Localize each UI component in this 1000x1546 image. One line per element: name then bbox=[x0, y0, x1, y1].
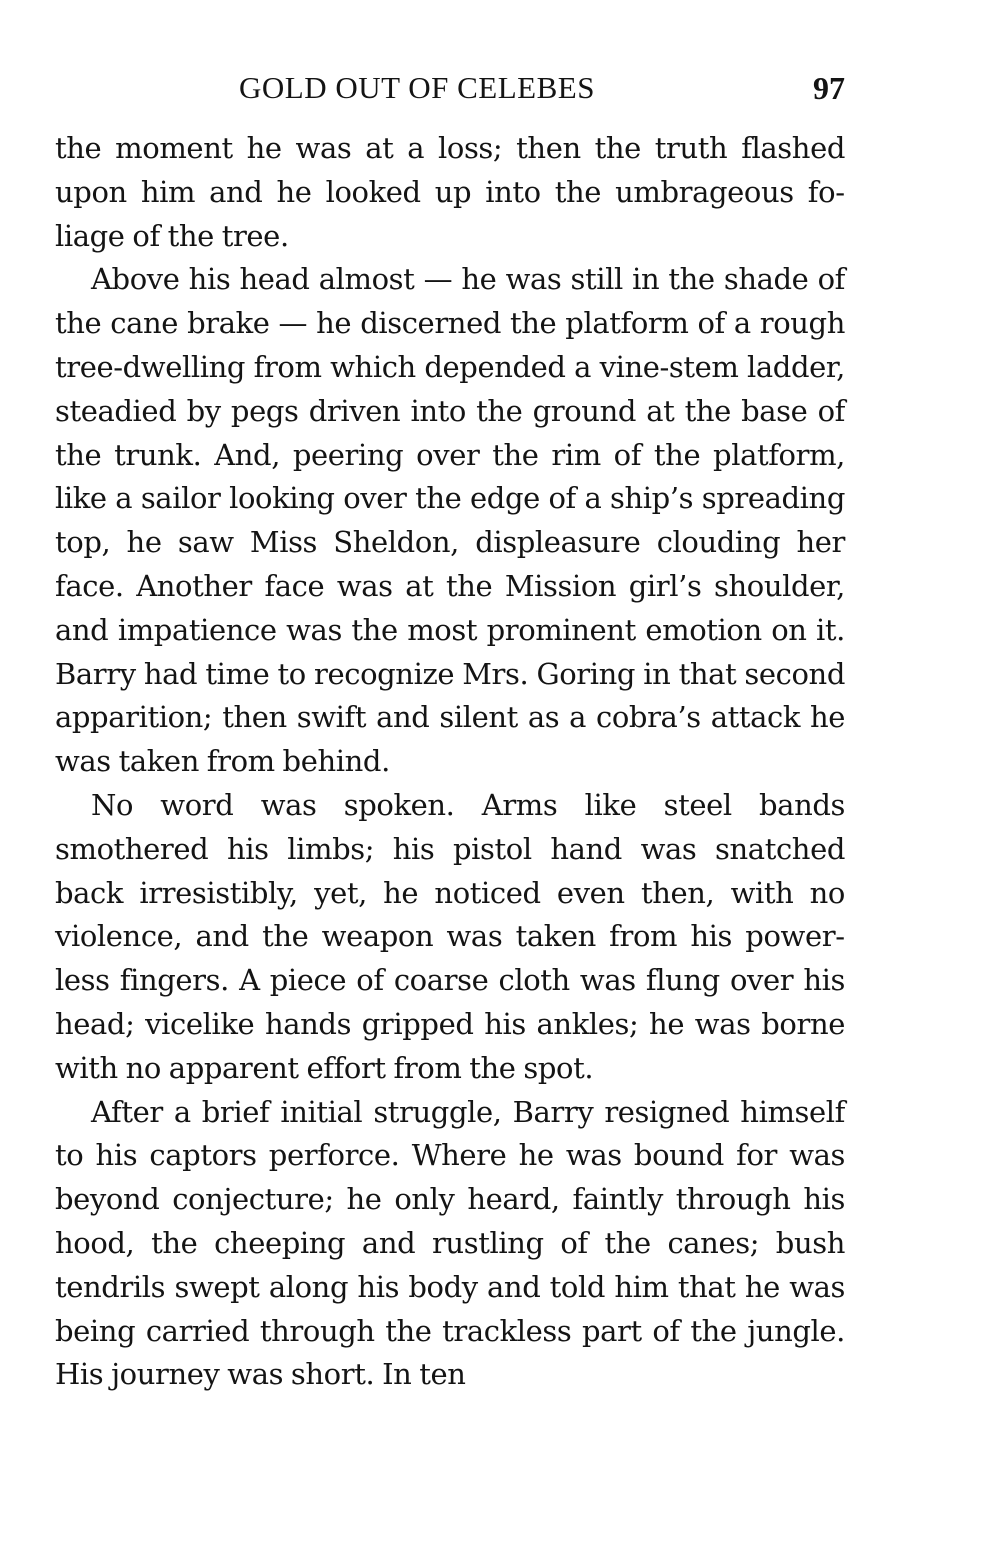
paragraph-continuation: the moment he was at a loss; then the truth flashed upon him and he looked up into the umbrageous foliage of the tree. bbox=[55, 131, 845, 253]
running-title: GOLD OUT OF CELEBES bbox=[239, 70, 595, 105]
page-number: 97 bbox=[813, 70, 845, 106]
paragraph: Above his head almost — he was still in the shade of the cane brake — he discerned the platform of a rough tree-dwelling from which depended a vine-stem ladder, steadied by pegs driven into the ground at the base of the trunk. And, peering over the rim of the platform, like a sailor looking over the edge of a ship’s spreading top, he saw Miss Sheldon, displeasure clouding her face. Another face was at the Mission girl’s shoulder, and impatience was the most prominent emotion on it. Barry had time to recognize Mrs. Goring in that second apparition; then swift and silent as a cobra’s attack he was taken from behind. bbox=[55, 262, 845, 779]
running-head bbox=[55, 66, 845, 110]
paragraph: No word was spoken. Arms like steel bands smothered his limbs; his pistol hand was snatched back irresistibly, yet, he noticed even then, with no violence, and the weapon was taken from his powerless fingers. A piece of coarse cloth was flung over his head; vicelike hands gripped his ankles; he was borne with no apparent effort from the spot. bbox=[55, 787, 845, 1085]
paragraph: After a brief initial struggle, Barry resigned himself to his captors perforce. Where he was bound for was beyond conjecture; he only heard, faintly through his hood, the cheeping and rustling of the canes; bush tendrils swept along his body and told him that he was being carried through the trackless part of the jungle. His journey was short. In ten bbox=[55, 1094, 845, 1392]
body-text bbox=[55, 127, 845, 1397]
